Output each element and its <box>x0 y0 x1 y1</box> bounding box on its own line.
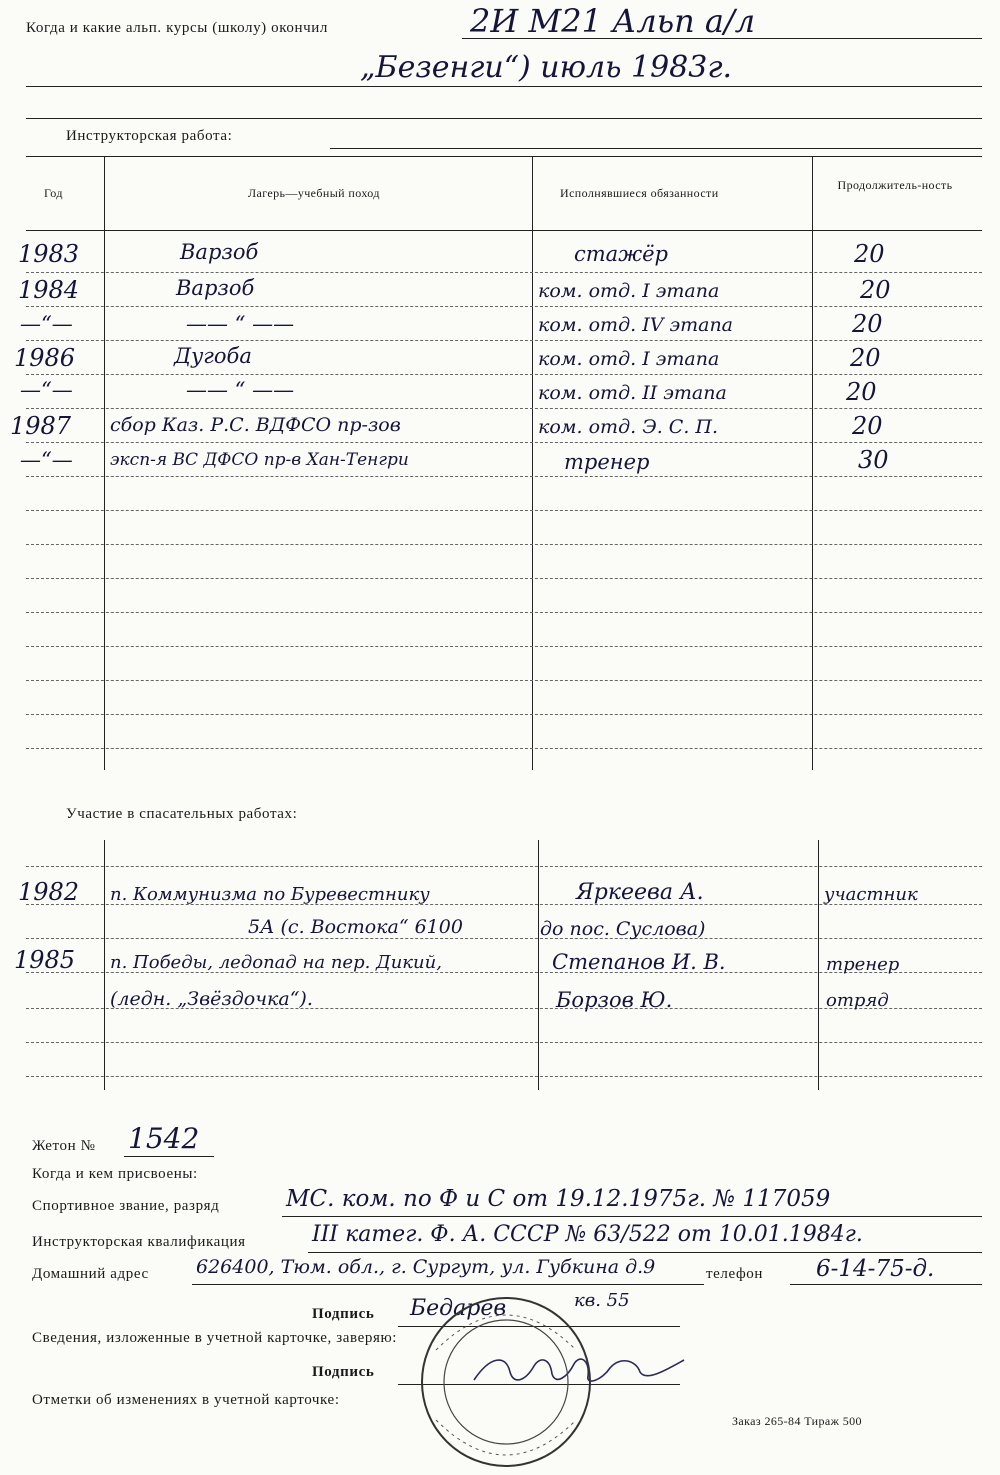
row-line <box>26 612 982 613</box>
changes-label: Отметки об изменениях в учетной карточке: <box>32 1392 340 1408</box>
sign2-label: Подпись <box>312 1364 375 1380</box>
table-row-camp: —— “ —— <box>186 378 295 402</box>
table-row-year: 1986 <box>14 344 76 372</box>
row-line <box>26 1076 982 1077</box>
row-line <box>26 408 982 409</box>
rescue-row-person2: Борзов Ю. <box>556 988 673 1012</box>
instructor-label: Инструкторская работа: <box>66 128 233 144</box>
table-row-duty: ком. отд. IV этапа <box>538 314 734 336</box>
row-line <box>26 510 982 511</box>
header-duty: Исполнявшиеся обязанности <box>560 186 719 200</box>
table-row-year: —“— <box>20 448 73 472</box>
table-row-duty: тренер <box>564 450 650 474</box>
header-duration: Продолжитель-ность <box>837 178 953 192</box>
table-col-divider-3 <box>812 156 813 770</box>
table-row-year: —“— <box>20 378 73 402</box>
courses-underline-1 <box>462 38 982 39</box>
qual-underline <box>308 1252 982 1253</box>
header-camp: Лагерь—учебный поход <box>248 186 380 200</box>
table-row-camp: —— “ —— <box>186 312 295 336</box>
rescue-row-role2: отряд <box>826 990 889 1011</box>
row-line <box>26 748 982 749</box>
table-col-divider-1 <box>104 156 105 770</box>
official-stamp <box>406 1290 606 1470</box>
qual-value: III катег. Ф. А. СССР № 63/522 от 10.01.1984г. <box>312 1222 863 1247</box>
token-underline <box>124 1156 214 1157</box>
rescue-row-place2: 5А (с. Востока“ 6100 <box>248 916 463 938</box>
instructor-underline <box>330 148 982 149</box>
courses-underline-2 <box>26 86 982 87</box>
sport-underline <box>282 1216 982 1217</box>
phone-underline <box>790 1284 982 1285</box>
courses-underline-3 <box>26 118 982 119</box>
row-line <box>26 476 982 477</box>
row-line <box>26 544 982 545</box>
token-value: 1542 <box>128 1122 200 1155</box>
row-line <box>26 306 982 307</box>
table-row-duration: 20 <box>854 240 885 268</box>
address-underline <box>192 1284 704 1285</box>
print-info: Заказ 265-84 Тираж 500 <box>732 1414 862 1428</box>
table-row-duration: 30 <box>858 446 889 474</box>
rescue-label: Участие в спасательных работах: <box>66 806 298 822</box>
table-row-duration: 20 <box>852 310 883 338</box>
table-row-camp: Дугоба <box>174 344 252 368</box>
row-line <box>26 578 982 579</box>
rescue-col-divider-3 <box>818 840 819 1090</box>
rescue-col-divider-1 <box>104 840 105 1090</box>
token-label: Жетон № <box>32 1138 96 1154</box>
courses-value-line1: 2И М21 Альп а/л <box>470 2 756 40</box>
address-value-apartment: кв. 55 <box>574 1290 630 1311</box>
table-header-border <box>26 230 982 231</box>
table-top-border <box>26 156 982 157</box>
table-row-camp: эксп-я ВС ДФСО пр-в Хан-Тенгри <box>110 450 409 470</box>
qual-label: Инструкторская квалификация <box>32 1234 246 1250</box>
rescue-row-place2: (ледн. „Звёздочка“). <box>110 988 313 1010</box>
row-line <box>26 442 982 443</box>
header-year: Год <box>44 186 63 200</box>
rescue-row-place: п. Коммунизма по Буревестнику <box>110 884 430 905</box>
rescue-row-role: участник <box>824 884 918 905</box>
table-row-duration: 20 <box>860 276 891 304</box>
sign-value: Бедарев <box>410 1296 507 1321</box>
sport-label: Спортивное звание, разряд <box>32 1198 220 1214</box>
courses-value-line2: „Безенги“) июль 1983г. <box>360 50 733 85</box>
table-row-duty: ком. отд. Э. С. П. <box>538 416 719 438</box>
row-line <box>26 714 982 715</box>
rescue-row-year: 1982 <box>18 878 80 906</box>
phone-value: 6-14-75-д. <box>816 1256 935 1282</box>
phone-label: телефон <box>706 1266 763 1282</box>
rescue-row-role: тренер <box>826 954 900 975</box>
rescue-row-person: Яркеева А. <box>576 880 704 905</box>
row-line <box>26 866 982 867</box>
table-row-year: —“— <box>20 312 73 336</box>
row-line <box>26 374 982 375</box>
info-label: Сведения, изложенные в учетной карточке, заверяю: <box>32 1330 398 1346</box>
row-line <box>26 272 982 273</box>
address-label: Домашний адрес <box>32 1266 149 1282</box>
row-line <box>26 646 982 647</box>
when-label: Когда и кем присвоены: <box>32 1166 198 1182</box>
rescue-row-person2: до пос. Суслова) <box>540 918 706 940</box>
rescue-col-divider-2 <box>538 840 539 1090</box>
table-row-camp: Варзоб <box>176 276 255 300</box>
row-line <box>26 938 982 939</box>
table-row-duty: стажёр <box>574 242 668 266</box>
table-row-camp: Варзоб <box>180 240 259 264</box>
sign-label: Подпись <box>312 1306 375 1322</box>
table-row-duty: ком. отд. II этапа <box>538 382 727 404</box>
table-row-year: 1983 <box>18 240 80 268</box>
rescue-row-place: п. Победы, ледопад на пер. Дикий, <box>110 952 442 973</box>
table-row-camp: сбор Каз. Р.С. ВДФСО пр-зов <box>110 414 401 436</box>
table-row-year: 1987 <box>10 412 72 440</box>
rescue-row-person: Степанов И. В. <box>552 950 726 974</box>
row-line <box>26 1042 982 1043</box>
table-row-year: 1984 <box>18 276 80 304</box>
rescue-row-year: 1985 <box>14 946 76 974</box>
table-row-duration: 20 <box>852 412 883 440</box>
table-row-duty: ком. отд. I этапа <box>538 348 720 370</box>
table-row-duty: ком. отд. I этапа <box>538 280 720 302</box>
row-line <box>26 340 982 341</box>
table-col-divider-2 <box>532 156 533 770</box>
table-row-duration: 20 <box>846 378 877 406</box>
table-row-duration: 20 <box>850 344 881 372</box>
address-value: 626400, Тюм. обл., г. Сургут, ул. Губкина д.9 <box>196 1256 656 1278</box>
row-line <box>26 680 982 681</box>
sport-value: МС. ком. по Ф и С от 19.12.1975г. № 117059 <box>286 1186 831 1212</box>
courses-label: Когда и какие альп. курсы (школу) окончил <box>26 20 328 36</box>
